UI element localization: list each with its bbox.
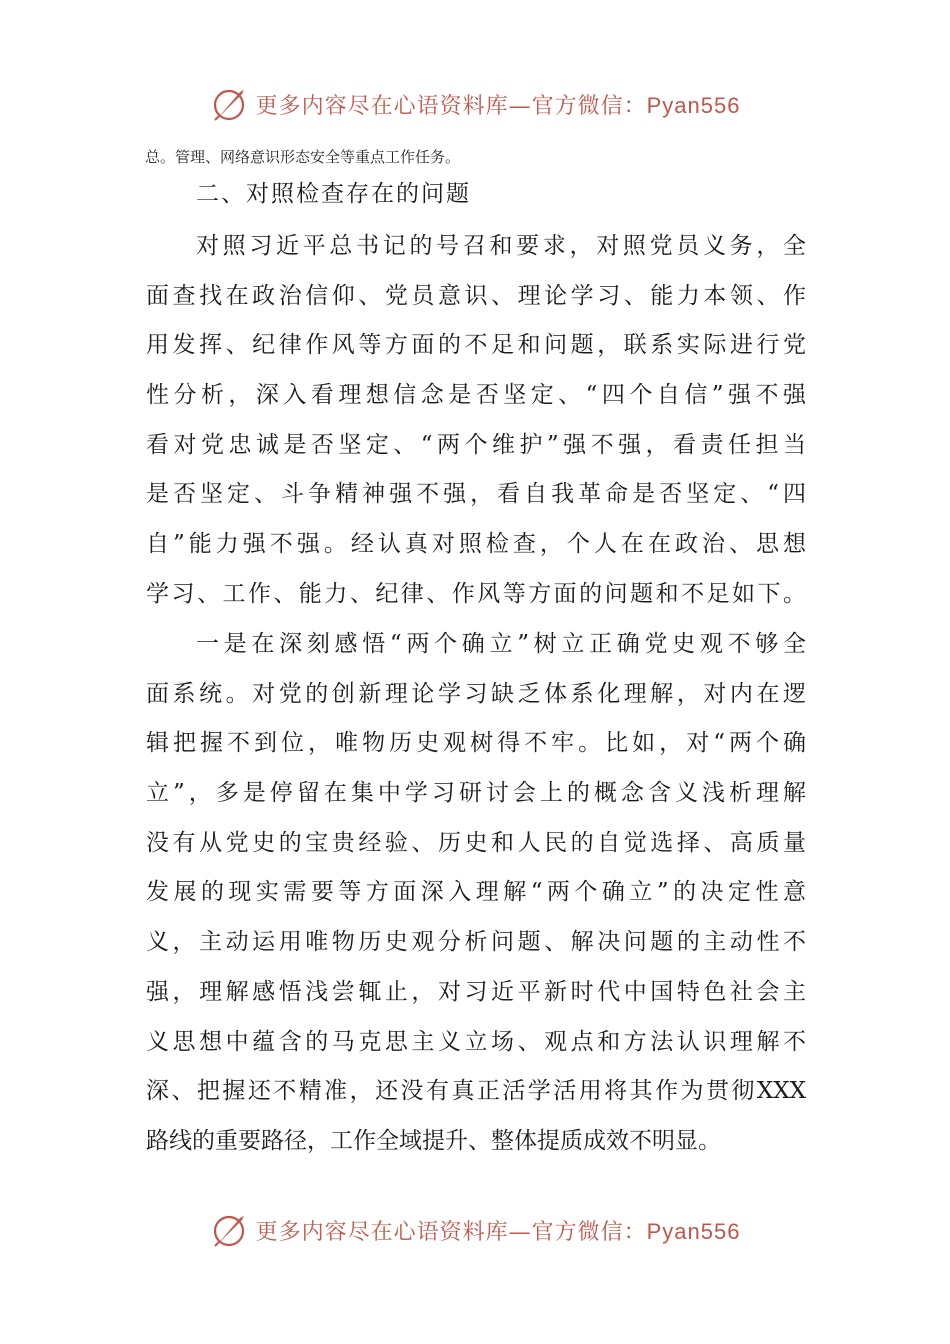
quill-logo-icon <box>210 1210 250 1250</box>
paragraph-line: 辑把握不到位，唯物历史观树得不牢。比如，对“两个确 <box>146 730 806 757</box>
paragraph-2 <box>146 620 806 1167</box>
quill-logo-icon <box>210 84 250 124</box>
paragraph-line: 发展的现实需要等方面深入理解“两个确立”的决定性意 <box>146 879 806 906</box>
paragraph-line: 面查找在政治信仰、党员意识、理论学习、能力本领、作 <box>146 282 806 309</box>
carry-over-line: 总。管理、网络意识形态安全等重点工作任务。 <box>145 148 461 166</box>
paragraph-line: 自”能力强不强。经认真对照检查，个人在在政治、思想 <box>146 531 806 558</box>
paragraph-line: 一是在深刻感悟“两个确立”树立正确党史观不够全 <box>196 631 806 657</box>
paragraph-line: 强，理解感悟浅尝辄止，对习近平新时代中国特色社会主 <box>146 978 806 1005</box>
paragraph-line: 用发挥、纪律作风等方面的不足和问题，联系实际进行党 <box>146 332 806 359</box>
footer-wechat-handle: Pyan556 <box>646 1218 741 1244</box>
paragraph-1 <box>146 222 806 620</box>
paragraph-line: 没有从党史的宝贵经验、历史和人民的自觉选择、高质量 <box>146 829 806 856</box>
footer-watermark-banner <box>0 1208 950 1252</box>
paragraph-line: 是否坚定、斗争精神强不强，看自我革命是否坚定、“四 <box>146 481 806 508</box>
paragraph-line: 深、把握还不精准，还没有真正活学活用将其作为贯彻XXX <box>146 1078 806 1105</box>
header-watermark-banner <box>0 82 950 126</box>
paragraph-line: 路线的重要路径，工作全域提升、整体提质成效不明显。 <box>146 1127 721 1154</box>
header-banner-text: 更多内容尽在心语资料库—官方微信：Pyan556 <box>255 92 741 119</box>
paragraph-line: 看对党忠诚是否坚定、“两个维护”强不强，看责任担当 <box>146 431 806 458</box>
paragraph-line: 对照习近平总书记的号召和要求，对照党员义务，全 <box>196 233 806 259</box>
paragraph-line: 义，主动运用唯物历史观分析问题、解决问题的主动性不 <box>146 929 806 956</box>
paragraph-line: 立”，多是停留在集中学习研讨会上的概念含义浅析理解 <box>146 780 806 807</box>
paragraph-line: 义思想中蕴含的马克思主义立场、观点和方法认识理解不 <box>146 1028 806 1055</box>
footer-banner-text: 更多内容尽在心语资料库—官方微信：Pyan556 <box>255 1218 741 1245</box>
paragraph-line: 面系统。对党的创新理论学习缺乏体系化理解，对内在逻 <box>146 680 806 707</box>
paragraph-line: 学习、工作、能力、纪律、作风等方面的问题和不足如下。 <box>146 580 806 607</box>
paragraph-line: 性分析，深入看理想信念是否坚定、“四个自信”强不强 <box>146 382 806 409</box>
section-heading: 二、对照检查存在的问题 <box>196 181 471 207</box>
header-wechat-handle: Pyan556 <box>646 92 741 118</box>
